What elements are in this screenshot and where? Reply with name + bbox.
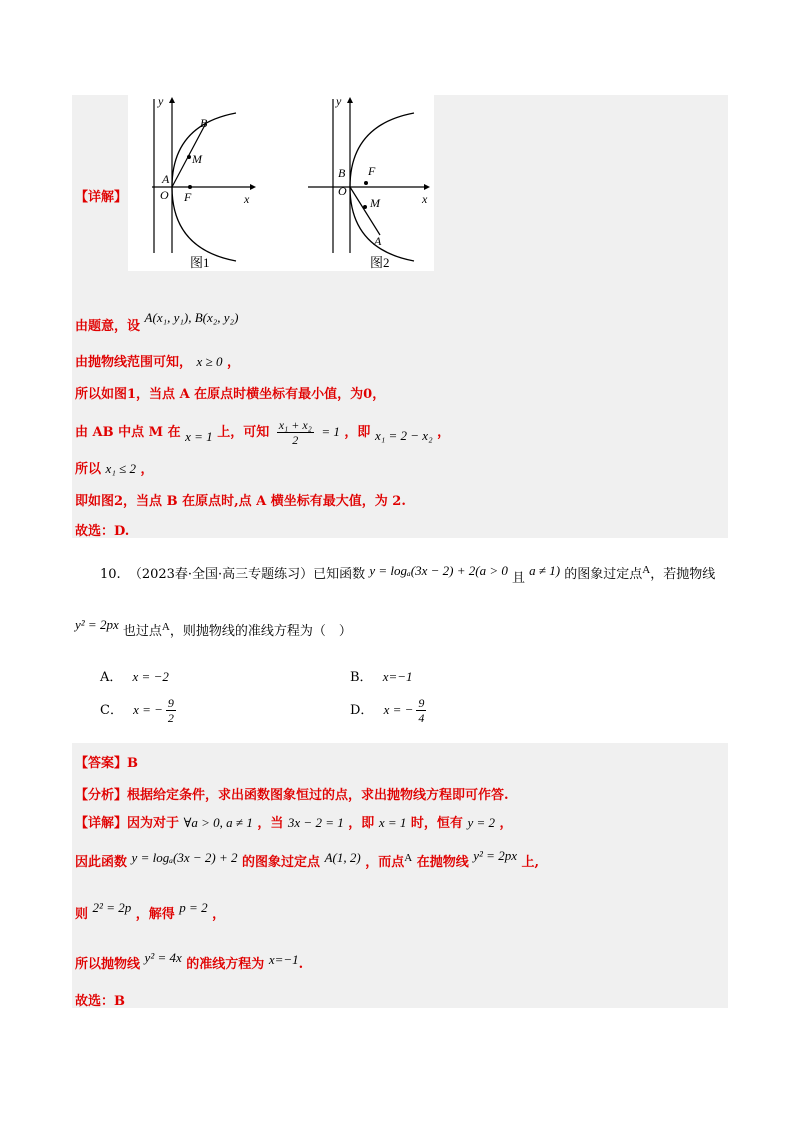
fig1-label-x: x	[244, 192, 250, 206]
figure-2-caption: 图2	[370, 255, 390, 270]
q9-line-3: 所以如图1，当点 A 在原点时横坐标有最小值，为0，	[75, 387, 386, 402]
q10-function: y = logₐ(3x − 2) + 2(a > 0	[369, 563, 508, 578]
q9-line-2	[75, 351, 240, 370]
q10-tail: 的图象过定点	[564, 567, 643, 582]
fig1-point-f	[188, 185, 192, 189]
fig2-label-m: M	[370, 196, 380, 210]
fig2-label-a: A	[374, 234, 382, 248]
q10-d2-b: 的图象过定点	[242, 855, 321, 870]
q10-d3-a: 则	[75, 907, 89, 922]
option-a-math: x = −2	[132, 669, 169, 684]
q10-d2-a: 因此函数	[75, 855, 128, 870]
fig2-label-x: x	[422, 192, 428, 206]
option-c[interactable]	[100, 696, 179, 725]
option-d-denominator: 4	[418, 711, 425, 725]
q9-line-6: 即如图2，当点 B 在原点时,点 A 横坐标有最大值，为 2.	[75, 494, 406, 509]
q10-d4-b: 的准线方程为	[186, 957, 265, 972]
q10-d1-c: ，即	[348, 816, 375, 831]
q10-d3-b: ，解得	[135, 907, 175, 922]
fig2-label-f: F	[368, 164, 376, 178]
q10-d1-e: ，	[499, 816, 513, 831]
q9-line-2-end: ，	[226, 355, 240, 370]
q10-analysis	[75, 784, 509, 803]
fig1-x-arrow	[250, 184, 256, 190]
option-c-numerator: 9	[167, 696, 174, 710]
figure-1-caption: 图1	[190, 255, 210, 270]
q9-line-4-math-1: x = 1	[185, 429, 213, 444]
q10-detail-line-2	[75, 848, 539, 870]
option-d-fraction	[416, 696, 426, 725]
q10-detail-line-1	[75, 812, 513, 831]
q10-d1-math-4: y = 2	[467, 815, 495, 830]
q9-line-1	[75, 310, 238, 334]
option-c-prefix: x = −	[133, 702, 163, 717]
q10-detail-line-3	[75, 900, 225, 922]
q10-d1-math-1: ∀a > 0, a ≠ 1	[183, 815, 253, 830]
q10-d3-c: ，	[212, 907, 226, 922]
q10-d2-math-2: A(1, 2)	[324, 850, 361, 865]
fig1-label-b: B	[200, 116, 208, 130]
q10-d1-b: ，当	[257, 816, 284, 831]
option-d-prefix: x = −	[383, 702, 414, 717]
option-c-denominator: 2	[167, 711, 174, 725]
q9-line-4	[75, 418, 450, 447]
fig1-label-f: F	[184, 190, 192, 204]
option-d[interactable]	[350, 696, 429, 725]
q9-line-4-c: ，即	[344, 425, 371, 440]
q9-line-4-b: 上，可知	[217, 425, 270, 440]
q10-tail-2: ，若抛物线	[650, 567, 716, 582]
q10-d1-math-2: 3x − 2 = 1	[287, 815, 344, 830]
q10-d2-e: 上,	[521, 855, 540, 870]
q10-d4-a: 所以抛物线	[75, 957, 141, 972]
option-b[interactable]	[350, 666, 413, 685]
q9-line-5	[75, 458, 154, 477]
q10-analysis-label: 【分析】	[75, 788, 128, 803]
q9-line-1-text: 由题意，设	[75, 319, 141, 334]
q10-number: 10.	[100, 567, 121, 582]
fig2-point-m	[363, 205, 367, 209]
q9-fraction-denominator: 2	[292, 433, 299, 447]
q9-line-5-math: x₁ ≤ 2	[105, 461, 136, 476]
q9-detail-label: 【详解】	[75, 190, 128, 205]
q10-d4-math-1: y² = 4x	[144, 950, 182, 965]
fig2-chord-ab	[350, 187, 380, 235]
fig2-label-o: O	[338, 184, 347, 198]
q10-analysis-text: 根据给定条件，求出函数图象恒过的点，求出抛物线方程即可作答.	[127, 788, 509, 803]
q10-line-2-point-a: A	[161, 621, 170, 633]
fig1-label-o: O	[160, 188, 169, 202]
q10-answer: 【答案】B	[75, 756, 138, 771]
q10-source: （2023春·全国·高三专题练习）已知函数	[128, 567, 366, 582]
option-b-math: x=−1	[382, 669, 413, 684]
q10-parabola: y² = 2px	[75, 617, 119, 632]
q9-line-2-text: 由抛物线范围可知，	[75, 355, 193, 370]
option-c-letter: C．	[100, 703, 123, 718]
option-a[interactable]	[100, 666, 169, 685]
q9-fraction-numerator: x₁ + x₂	[278, 418, 312, 432]
q10-detail-line-5: 故选：B	[75, 994, 125, 1009]
q10-d4-math-2: x=−1	[268, 952, 299, 967]
q9-line-4-math-2: x₁ = 2 − x₂	[374, 428, 433, 443]
figure-1	[152, 95, 256, 270]
q10-d1-math-3: x = 1	[378, 815, 407, 830]
q10-d1-a: 因为对于	[127, 816, 180, 831]
fig2-point-f	[364, 181, 368, 185]
option-d-letter: D．	[350, 703, 374, 718]
option-a-letter: A．	[100, 670, 123, 685]
q9-line-5-end: ，	[140, 462, 154, 477]
q9-line-7: 故选：D.	[75, 524, 130, 539]
fig2-x-arrow	[424, 184, 430, 190]
fig1-label-y: y	[158, 95, 164, 108]
q10-d2-math-4: y² = 2px	[473, 848, 517, 863]
q10-stem-line-1	[100, 563, 715, 586]
q10-detail-label: 【详解】	[75, 816, 128, 831]
fig2-y-arrow	[347, 97, 353, 103]
q9-line-4-fraction	[277, 418, 314, 447]
fig1-y-arrow	[169, 97, 175, 103]
option-d-numerator: 9	[418, 696, 425, 710]
fig2-label-b: B	[338, 166, 346, 180]
q10-d2-math-1: y = logₐ(3x − 2) + 2	[131, 850, 238, 865]
q10-line-2-text: 也过点	[122, 624, 162, 639]
q9-line-2-math: x ≥ 0	[196, 354, 223, 369]
q9-line-4-a: 由 AB 中点 M 在	[75, 425, 181, 440]
q10-point-a: A	[642, 564, 651, 576]
q10-d3-math-2: p = 2	[179, 900, 208, 915]
q9-line-4-end: ，	[437, 425, 451, 440]
q10-d2-d: 在抛物线	[416, 855, 469, 870]
q10-detail-line-4	[75, 950, 303, 972]
q10-d3-math-1: 2² = 2p	[92, 900, 132, 915]
q10-d1-d: 时，恒有	[410, 816, 463, 831]
q10-d4-c: .	[298, 957, 304, 972]
fig1-label-a: A	[162, 172, 170, 186]
q10-and: 且	[512, 571, 526, 586]
q9-line-1-math: A(x₁, y₁), B(x₂, y₂)	[144, 310, 239, 325]
fig1-label-m: M	[192, 152, 202, 166]
option-c-fraction	[166, 696, 176, 725]
q9-line-4-eq: = 1	[321, 424, 340, 439]
q10-d2-point-a: A	[404, 852, 413, 864]
q10-d2-c: ，而点	[365, 855, 405, 870]
figure-2	[308, 95, 430, 270]
q9-line-5-text: 所以	[75, 462, 102, 477]
q10-line-2-tail: ，则抛物线的准线方程为（ ）	[169, 624, 352, 639]
fig1-point-m	[187, 155, 191, 159]
q10-condition: a ≠ 1)	[529, 563, 561, 578]
q10-stem-line-2	[75, 617, 352, 639]
parabola-figures-svg	[128, 95, 434, 271]
parabola-figures	[128, 95, 434, 271]
option-b-letter: B．	[350, 670, 373, 685]
fig2-label-y: y	[336, 95, 342, 108]
